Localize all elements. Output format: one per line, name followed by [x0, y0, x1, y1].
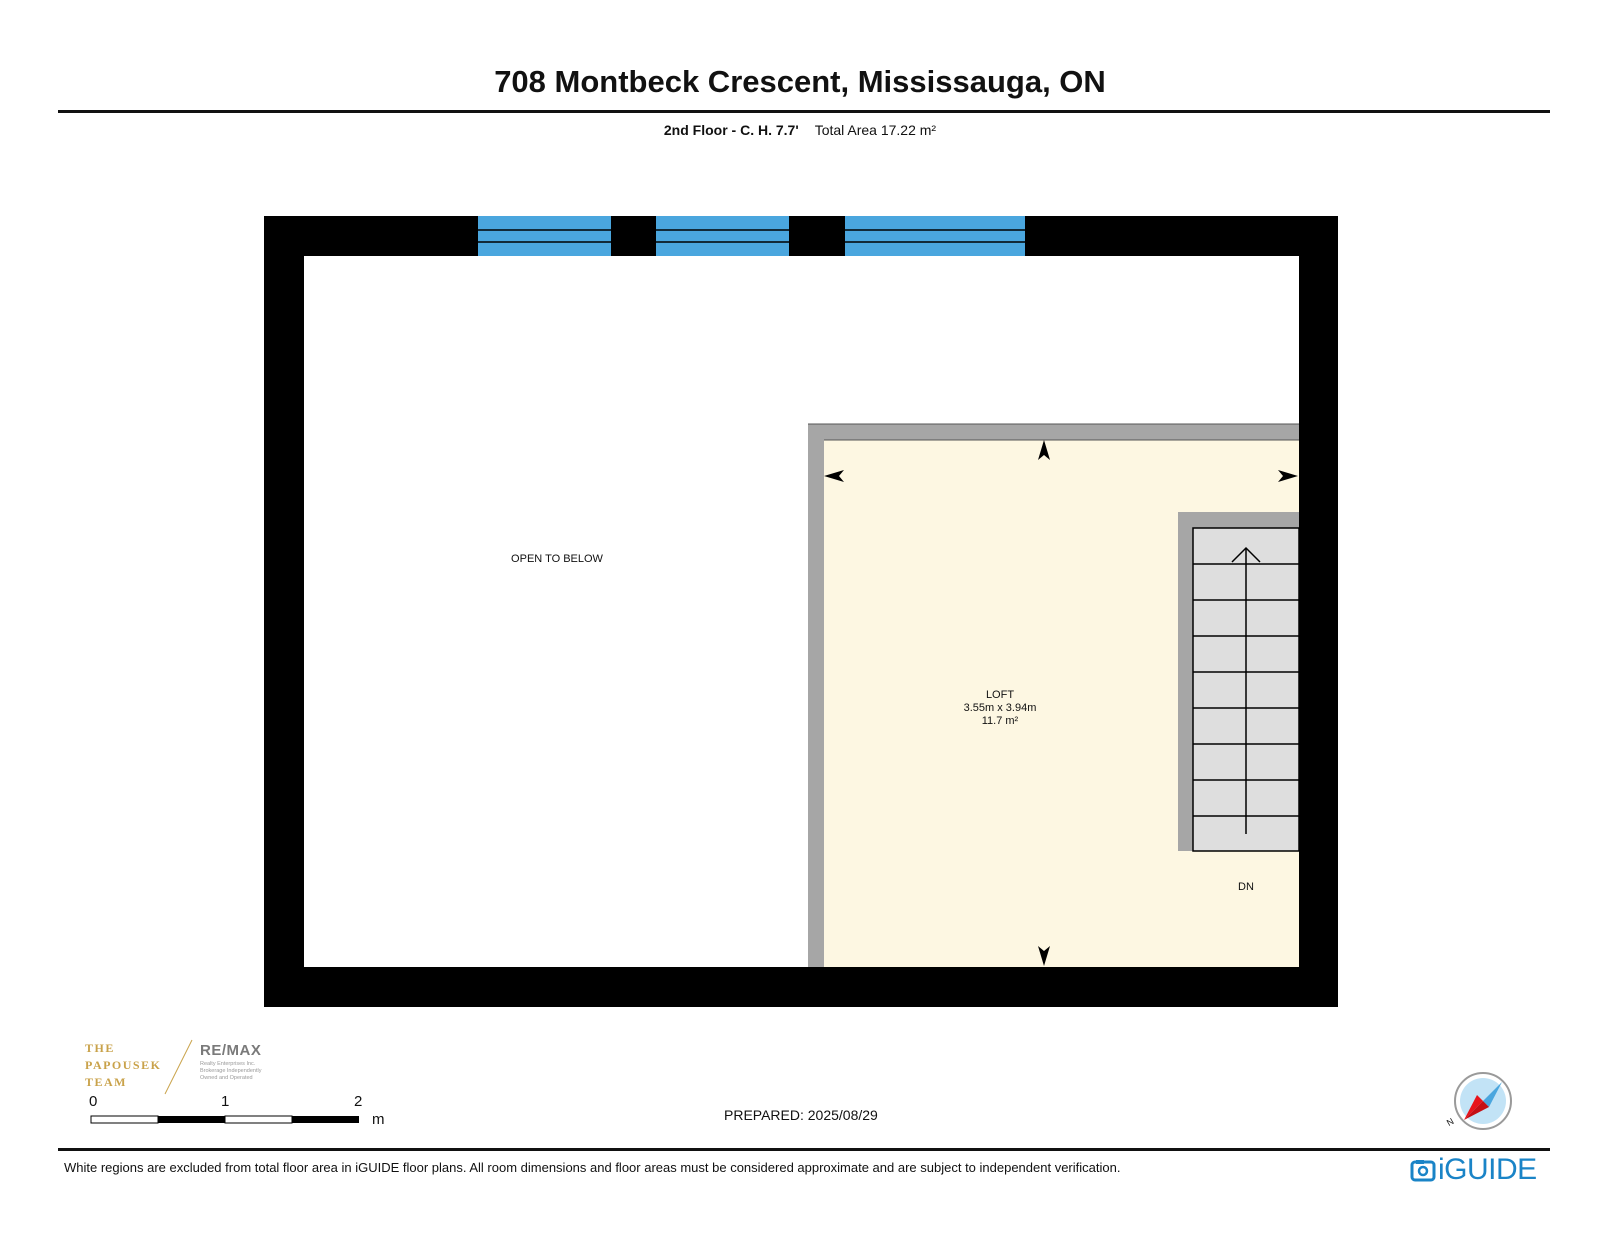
prepared-date: PREPARED: 2025/08/29: [724, 1107, 878, 1123]
loft-area-value: 11.7 m²: [981, 715, 1019, 727]
staircase: [1178, 512, 1299, 851]
team-logo-line: PAPOUSEK: [85, 1058, 162, 1072]
open-to-below-label: OPEN TO BELOW: [511, 553, 603, 565]
compass-icon: [1455, 1073, 1511, 1129]
iguide-logo-icon: [1410, 1158, 1436, 1184]
scale-bar: [91, 1116, 359, 1123]
scale-unit: m: [372, 1111, 385, 1128]
loft-dimensions: 3.55m x 3.94m: [963, 702, 1037, 714]
window-2: [656, 216, 789, 256]
logo-divider: [165, 1040, 192, 1094]
window-3: [845, 216, 1025, 256]
iguide-brand: iGUIDE: [1438, 1153, 1537, 1186]
total-area: Total Area 17.22 m²: [814, 122, 937, 138]
remax-logo: RE/MAX: [200, 1042, 262, 1059]
floor-name: 2nd Floor - C. H. 7.7': [663, 122, 799, 138]
window-1: [478, 216, 611, 256]
loft-label: [940, 689, 1060, 728]
loft-name: LOFT: [985, 689, 1015, 701]
remax-logo-subtitle: Realty Enterprises Inc. Brokerage Independently Owned and Operated: [200, 1061, 262, 1081]
scale-tick-0: 0: [89, 1093, 98, 1110]
footer-divider: [58, 1148, 1550, 1151]
team-logo-line: THE: [85, 1041, 115, 1055]
compass-north-label: N: [1444, 1116, 1456, 1128]
scale-tick-2: 2: [354, 1093, 363, 1110]
scale-tick-1: 1: [221, 1093, 230, 1110]
team-logo-line: TEAM: [85, 1075, 127, 1089]
page-title: 708 Montbeck Crescent, Mississauga, ON: [494, 64, 1106, 99]
disclaimer: White regions are excluded from total floor area in iGUIDE floor plans. All room dimensions and floor areas must be considered approximate and are subject to independent verification.: [64, 1160, 1121, 1175]
stairs-down-label: DN: [1238, 881, 1254, 893]
team-logo: [85, 1040, 161, 1091]
